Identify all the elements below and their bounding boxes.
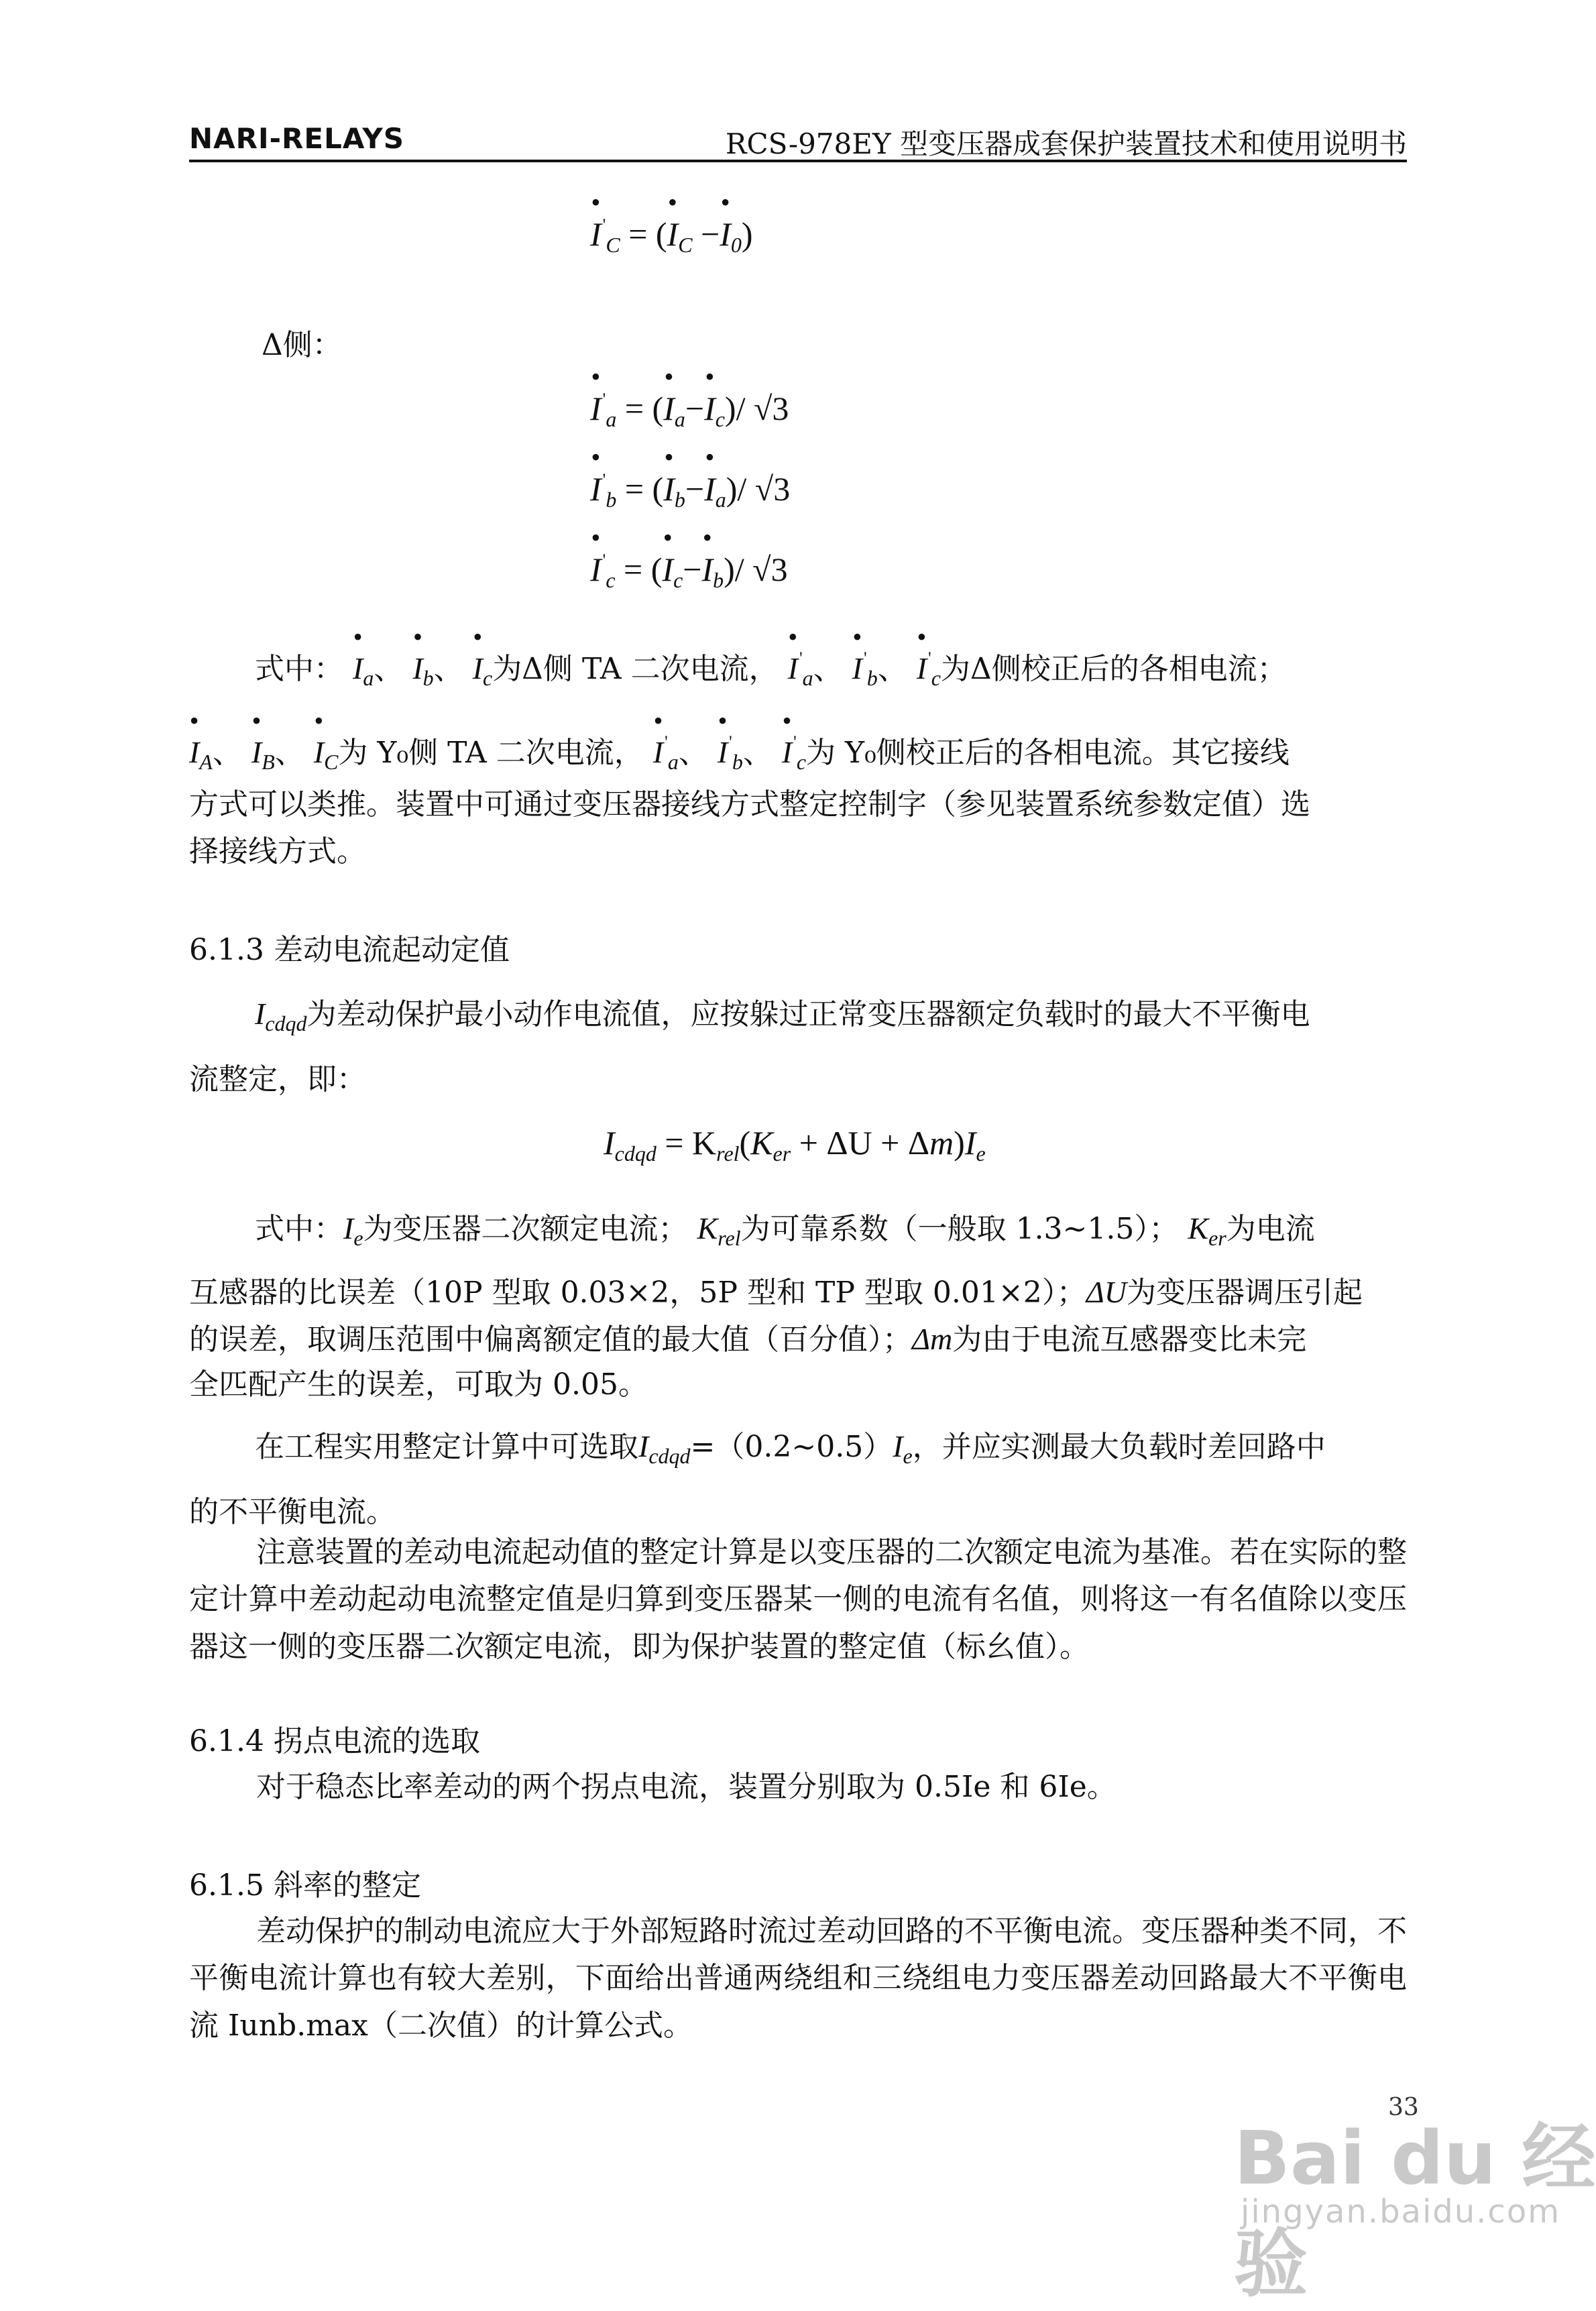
equation-ic-prime: • $I'_C$ = (• $I_C$ −• $I_0$) xyxy=(590,215,753,258)
p613-line2: 流整定，即： xyxy=(189,1062,366,1096)
p613-line3: 式中：$I_e$为变压器二次额定电流； $K_{rel}$为可靠系数（一般取 1.3~1.5）； $K_{er}$为电流 xyxy=(255,1211,1315,1250)
page-number: 33 xyxy=(1388,2094,1419,2121)
section-6-1-3-heading: 6.1.3 差动电流起动定值 xyxy=(189,933,510,967)
para1-line1: 式中： • $I_a$、 • $I_b$、 • $I_c$为Δ侧 TA 二次电流， • $I'_a$、 • $I'_b$、 • $I'_c$为Δ侧校正后的各相电流； xyxy=(255,644,1287,695)
p613-line1: $I_{cdqd}$为差动保护最小动作电流值，应按躲过正常变压器额定负载时的最大不平衡电 xyxy=(255,997,1310,1035)
equation-ia-prime: • $I'_a$ = (• $I_a-•$ $I_c)/$ √3 xyxy=(590,389,789,432)
equation-ic-prime-delta: • $I'_c$ = (• $I_c-•$ $I_b)/$ √3 xyxy=(590,550,788,593)
equation-icdqd: $I_{cdqd} = K_{rel}(K_{er} + \Delta U + \Delta m)I_e$ xyxy=(604,1124,986,1166)
para1-line2: • $I_A$、 • $I_B$、 • $I_C$为 Y₀侧 TA 二次电流， • $I'_a$、 • $I'_b$、 • $I'_c$为 Y₀侧校正后的各相电流。其它接线 xyxy=(189,728,1290,779)
p614: 对于稳态比率差动的两个拐点电流，装置分别取为 0.5Ie 和 6Ie。 xyxy=(256,1770,1117,1804)
p613-note: 注意装置的差动电流起动值的整定计算是以变压器的二次额定电流为基准。若在实际的整定计算中差动起动电流整定值是归算到变压器某一侧的电流有名值，则将这一有名值除以变压器这一侧的变压器二次额定电流，即为保护装置的整定值（标幺值）。 xyxy=(189,1535,1407,1664)
header-doc-title: RCS-978EY 型变压器成套保护装置技术和使用说明书 xyxy=(725,127,1407,160)
section-6-1-5-heading: 6.1.5 斜率的整定 xyxy=(189,1868,421,1903)
watermark-logo: Bai du 经验 xyxy=(1234,2115,1596,2307)
p615: 差动保护的制动电流应大于外部短路时流过差动回路的不平衡电流。变压器种类不同，不平衡电流计算也有较大差别，下面给出普通两绕组和三绕组电力变压器差动回路最大不平衡电流 Iunb.max（二次值）的计算公式。 xyxy=(189,1914,1407,2043)
p613-line7: 在工程实用整定计算中可选取$I_{cdqd}=(0.2\sim 0.5)I_e$，并应实测最大负载时差回路中 xyxy=(255,1429,1326,1468)
watermark-url: jingyan.baidu.com xyxy=(1241,2193,1560,2231)
p613-line4: 互感器的比误差（10P 型取 0.03×2，5P 型和 TP 型取 0.01×2）；ΔU为变压器调压引起 xyxy=(189,1275,1363,1310)
p613-line5: 的误差，取调压范围中偏离额定值的最大值（百分值）；Δm为由于电流互感器变比未完 xyxy=(189,1322,1307,1357)
p613-line6: 全匹配产生的误差，可取为 0.05。 xyxy=(189,1367,648,1402)
delta-side-label: Δ侧： xyxy=(262,328,342,362)
equation-ib-prime: • $I'_b$ = (• $I_b-•$ $I_a)/$ √3 xyxy=(590,469,790,512)
header-brand: NARI-RELAYS xyxy=(189,122,404,155)
section-6-1-4-heading: 6.1.4 拐点电流的选取 xyxy=(189,1724,480,1758)
para1-line4: 择接线方式。 xyxy=(189,834,366,868)
para1-line3: 方式可以类推。装置中可通过变压器接线方式整定控制字（参见装置系统参数定值）选 xyxy=(189,787,1310,822)
header-rule xyxy=(189,160,1407,162)
p613-line8: 的不平衡电流。 xyxy=(189,1495,396,1529)
